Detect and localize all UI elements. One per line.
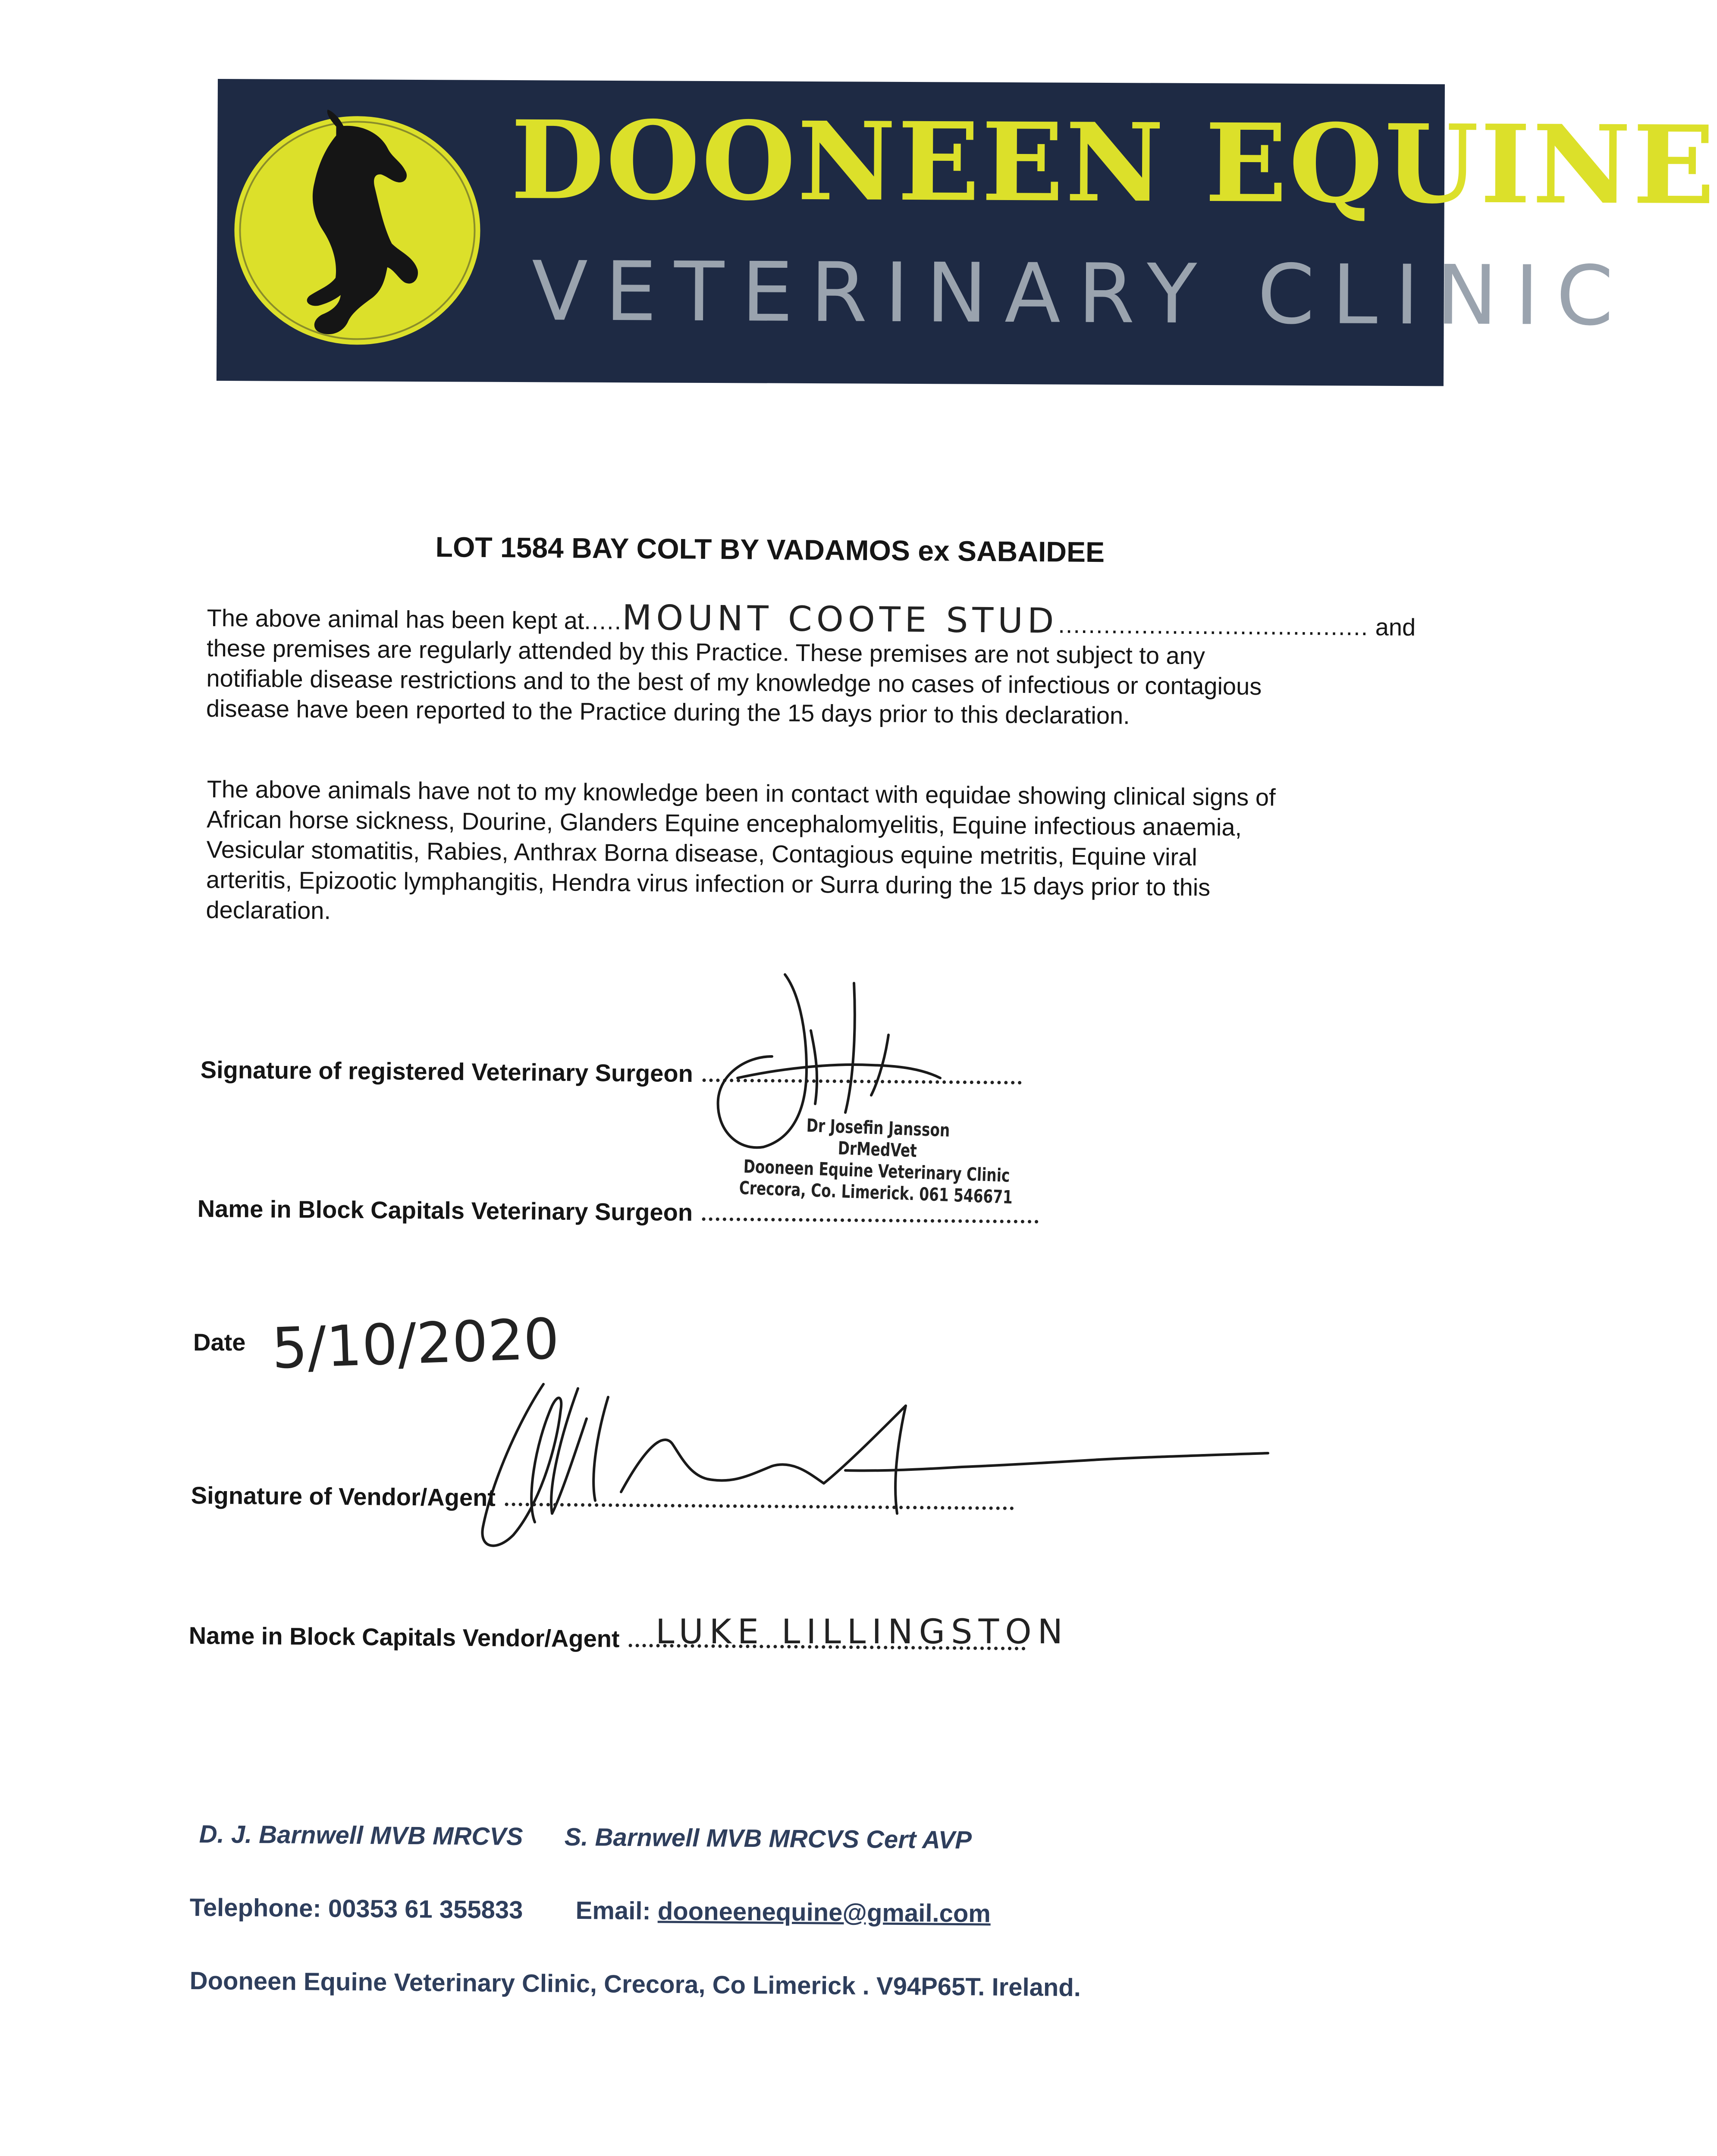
footer-address: Dooneen Equine Veterinary Clinic, Crecora, Co Limerick . V94P65T. Ireland. [189,1967,1081,2002]
stamp-line: Dooneen Equine Veterinary Clinic [743,1156,1011,1186]
vet-name-row [197,1194,1038,1229]
paragraph-line: these premises are regularly attended by this Practice. These premises are not subject to any [206,634,1205,670]
paragraph-line: The above animal has been kept at.....MOUNT COOTE STUD......................................... and [207,597,1416,641]
paragraph-line: declaration. [206,896,331,924]
phone-label: Telephone: [189,1893,322,1923]
vet-name-line[interactable] [702,1213,1039,1223]
stamp-line: Crecora, Co. Limerick. 061 546671 [739,1177,1013,1208]
brand-subtitle: VETERINARY CLINIC [531,244,1631,344]
phone-value: 00353 61 355833 [328,1894,523,1924]
brand-title: DOONEEN EQUINE [510,96,1717,229]
email-link[interactable]: dooneenequine@gmail.com [657,1897,991,1928]
vet-stamp [739,1112,1015,1208]
date-value: 5/10/2020 [270,1306,561,1382]
vendor-signature-line[interactable] [505,1498,1014,1510]
vendor-signature-row [191,1481,1014,1516]
date-label: Date [193,1329,246,1356]
premises-label: The above animal has been kept at [207,604,584,634]
paragraph-line: arteritis, Epizootic lymphangitis, Hendra virus infection or Surra during the 15 days prior to this [206,865,1211,901]
stamp-line: DrMedVet [838,1137,917,1162]
vendor-name-value: LUKE LILLINGSTON [656,1613,1069,1651]
vendor-signature-label: Signature of Vendor/Agent [191,1482,496,1511]
rearing-horse-icon [227,96,487,365]
premises-value: MOUNT COOTE STUD [622,597,1058,641]
declaration-paragraph-2 [206,774,1363,934]
vet-signature-label: Signature of registered Veterinary Surgeon [200,1056,694,1087]
paragraph-line: disease have been reported to the Practice during the 15 days prior to this declaration. [206,694,1130,729]
footer-contact [189,1893,991,1928]
paragraph-line: Vesicular stomatitis, Rabies, Anthrax Borna disease, Contagious equine metritis, Equine viral [206,835,1197,871]
footer-vets [199,1820,1006,1855]
date-row [193,1328,245,1356]
paragraph-line: The above animals have not to my knowledge been in contact with equidae showing clinical signs of [207,775,1276,811]
vendor-name-label: Name in Block Capitals Vendor/Agent [188,1622,620,1652]
vet-name-label: Name in Block Capitals Veterinary Surgeon [197,1195,693,1226]
lot-heading: LOT 1584 BAY COLT BY VADAMOS ex SABAIDEE [435,531,1105,568]
and-word: and [1375,613,1416,641]
stamp-line: Dr Josefin Jansson [806,1115,951,1141]
paragraph-line: notifiable disease restrictions and to the best of my knowledge no cases of infectious or contagious [206,664,1262,700]
clinic-banner [217,79,1717,386]
declaration-paragraph-1 [206,597,1416,733]
paragraph-line: African horse sickness, Dourine, Glanders Equine encephalomyelitis, Equine infectious anaemia, [206,805,1242,841]
footer-vet-1: D. J. Barnwell MVB MRCVS [199,1820,523,1851]
footer-vet-2: S. Barnwell MVB MRCVS Cert AVP [564,1823,972,1855]
vendor-signature [466,1371,1277,1570]
email-label: Email: [575,1896,651,1925]
